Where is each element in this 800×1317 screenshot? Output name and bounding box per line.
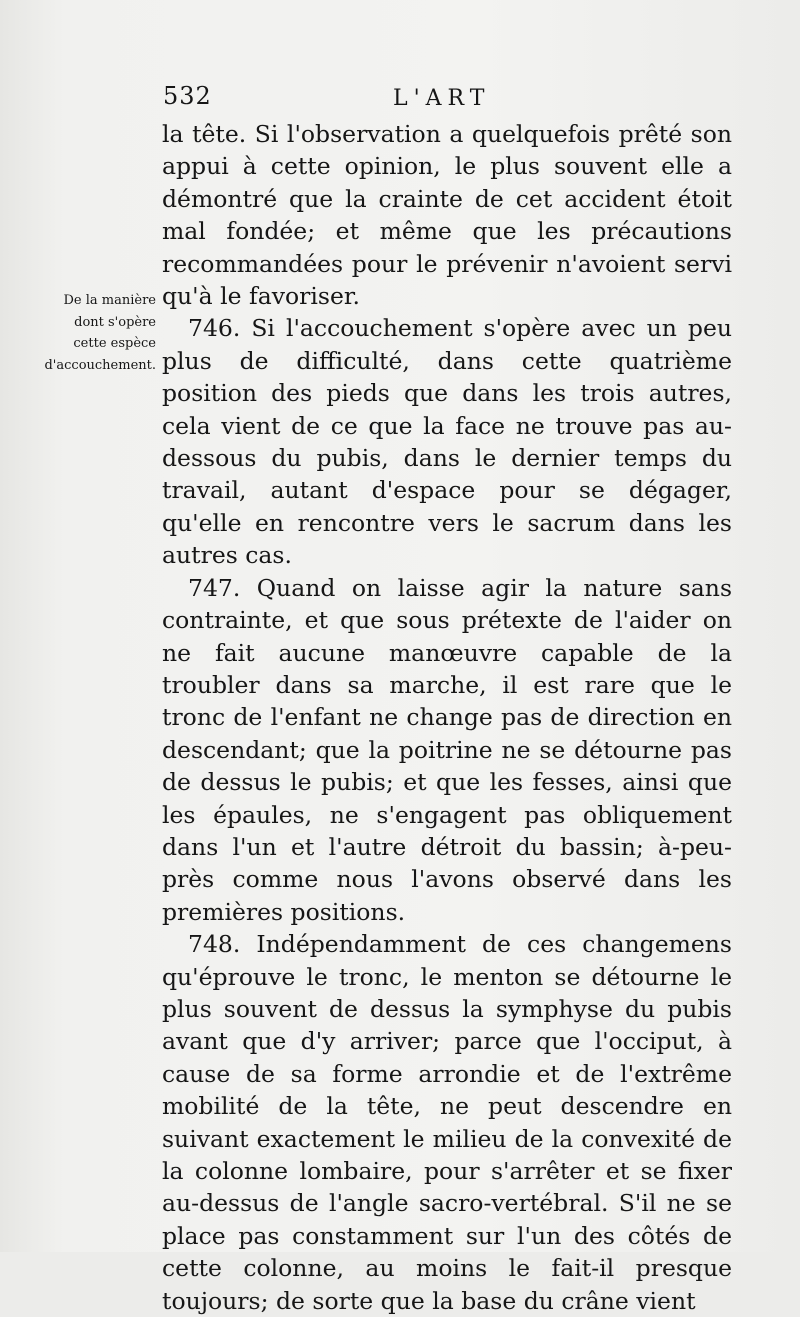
paragraph-747: 747. Quand on laisse agir la nature sans contrainte, et que sous prétexte de l'aider on ne fait aucune manœuvre capable de la troubler dans sa marche, il est rare que le tronc de l'enfant ne change pas de direction en descendant; que la poitrine ne se détourne pas de dessus le pubis; et que les fesses, ainsi que les épaules, ne s'engagent pas obliquement dans l'un et l'autre détroit du bassin; à-peu-près comme nous l'avons observé dans les premières positions. — [162, 573, 732, 926]
paragraph-746: 746. Si l'accouchement s'opère avec un peu plus de difficulté, dans cette quatrième position des pieds que dans les trois autres, cela vient de ce que la face ne trouve pas au-dessous du pubis, dans le dernier temps du travail, autant d'espace pour se dégager, qu'elle en rencontre vers le sacrum dans les autres cas. — [162, 314, 732, 570]
page-number: 532 — [163, 82, 212, 110]
paragraph-748: 748. Indépendamment de ces changemens qu'éprouve le tronc, le menton se détourne le plus souvent de dessus la symphyse du pubis avant que d'y arriver; parce que l'occiput, à cause de sa forme arrondie et de l'extrême mobilité de la tête, ne peut descendre en suivant exactement le milieu de la convexité de la colonne lombaire, pour s'arrêter et se fixer au-dessus de l'angle sacro-vertébral. S'il ne se place pas constamment sur l'un des côtés de cette colonne, au moins le fait-il presque toujours; de sorte que la base du crâne vient — [162, 930, 732, 1315]
page-header — [163, 82, 738, 118]
margin-note: De la manière dont s'opère cette espèce d'accouchement. — [44, 293, 156, 373]
running-title: L'ART — [393, 86, 491, 111]
body-text — [162, 118, 732, 1317]
paragraph-continuation: la tête. Si l'observation a quelquefois prêté son appui à cette opinion, le plus souvent elle a démontré que la crainte de cet accident étoit mal fondée; et même que les précautions recommandées pour le prévenir n'avoient servi qu'à le favoriser. — [162, 120, 732, 311]
